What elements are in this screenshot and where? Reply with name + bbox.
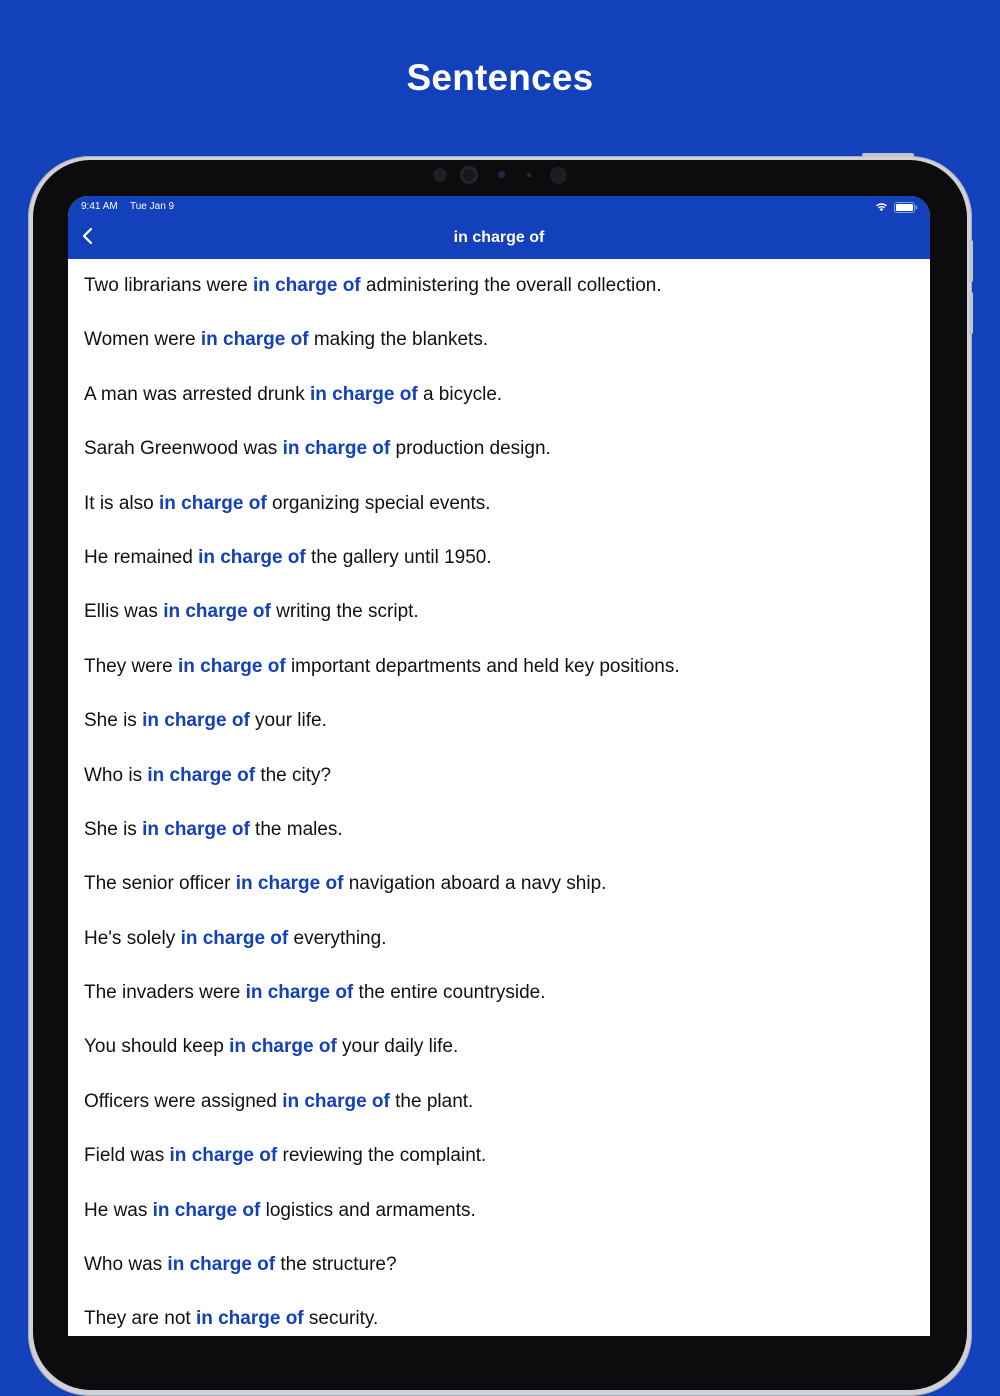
sensor-icon: [527, 173, 531, 177]
sentence-row[interactable]: [68, 1238, 930, 1292]
sentence-text: your life.: [249, 710, 327, 732]
sentence-text: logistics and armaments.: [260, 1199, 476, 1221]
sentence-text: making the blankets.: [308, 329, 489, 351]
status-indicators: [875, 201, 918, 213]
sentence-list: [68, 259, 930, 1336]
sentence-text: reviewing the complaint.: [277, 1145, 487, 1167]
highlighted-phrase: in charge of: [282, 438, 391, 460]
highlighted-phrase: in charge of: [169, 1145, 278, 1167]
sentence-row[interactable]: [68, 422, 930, 476]
sentence-text: important departments and held key positions.: [285, 655, 680, 677]
sentence-text: He's solely: [84, 927, 181, 949]
sentence-text: Who is: [84, 764, 148, 786]
sentence-row[interactable]: [68, 857, 930, 911]
battery-icon: [894, 202, 918, 213]
app-screen: [68, 196, 930, 1336]
highlighted-phrase: in charge of: [142, 710, 250, 732]
navigation-bar: [68, 196, 930, 259]
highlighted-phrase: in charge of: [177, 655, 286, 677]
sentence-text: navigation aboard a navy ship.: [343, 873, 607, 895]
sentence-row[interactable]: [68, 368, 930, 422]
sentence-row[interactable]: [68, 585, 930, 639]
volume-up-button: [969, 240, 973, 282]
sentence-row[interactable]: [68, 1292, 930, 1336]
sentence-text: the gallery until 1950.: [305, 546, 492, 568]
sentence-row[interactable]: [68, 640, 930, 694]
sensor-icon: [550, 167, 567, 184]
volume-down-button: [969, 292, 973, 334]
sentence-text: the males.: [249, 818, 343, 840]
sentence-text: The invaders were: [84, 982, 246, 1004]
sentence-text: Two librarians were: [84, 275, 253, 296]
sentence-text: everything.: [288, 927, 387, 949]
sentence-row[interactable]: [68, 749, 930, 803]
sentence-text: writing the script.: [270, 601, 419, 623]
sentence-text: organizing special events.: [266, 492, 491, 514]
sentence-text: They were: [84, 655, 178, 677]
promo-title: Sentences: [406, 57, 594, 98]
sentence-row[interactable]: [68, 1075, 930, 1129]
highlighted-phrase: in charge of: [163, 601, 271, 623]
sentence-row[interactable]: [68, 531, 930, 585]
sentence-row[interactable]: [68, 1020, 930, 1074]
sentence-row[interactable]: [68, 259, 930, 313]
sentence-text: Who was: [84, 1254, 168, 1276]
highlighted-phrase: in charge of: [245, 982, 354, 1004]
highlighted-phrase: in charge of: [229, 1036, 337, 1058]
sentence-row[interactable]: [68, 966, 930, 1020]
sentence-text: administering the overall collection.: [360, 275, 662, 296]
highlighted-phrase: in charge of: [310, 383, 418, 405]
sentence-text: You should keep: [84, 1036, 230, 1058]
highlighted-phrase: in charge of: [147, 764, 256, 786]
sentence-text: security.: [303, 1308, 379, 1330]
highlighted-phrase: in charge of: [282, 1090, 390, 1112]
sentence-row[interactable]: [68, 694, 930, 748]
sentence-text: Officers were assigned: [84, 1090, 283, 1112]
wifi-icon: [875, 202, 888, 212]
highlighted-phrase: in charge of: [195, 1308, 304, 1330]
sentence-text: production design.: [390, 438, 551, 460]
highlighted-phrase: in charge of: [198, 546, 306, 568]
status-time: 9:41 AM: [81, 201, 118, 212]
sentence-text: the city?: [255, 764, 332, 786]
sentence-row[interactable]: [68, 912, 930, 966]
sentence-text: She is: [84, 818, 143, 840]
page-title: in charge of: [453, 229, 545, 246]
highlighted-phrase: in charge of: [167, 1254, 276, 1276]
sensor-icon: [433, 168, 447, 182]
sentence-text: Women were: [84, 329, 201, 351]
highlighted-phrase: in charge of: [180, 927, 289, 949]
highlighted-phrase: in charge of: [252, 275, 361, 296]
highlighted-phrase: in charge of: [158, 492, 267, 514]
highlighted-phrase: in charge of: [235, 873, 344, 895]
sentence-text: your daily life.: [336, 1036, 459, 1058]
sentence-text: They are not: [84, 1308, 196, 1330]
highlighted-phrase: in charge of: [200, 329, 309, 351]
sentence-row[interactable]: [68, 1129, 930, 1183]
sensor-icon: [498, 171, 505, 178]
sentence-text: Ellis was: [84, 601, 164, 623]
sentence-text: A man was arrested drunk: [84, 383, 310, 405]
sentence-text: Field was: [84, 1145, 170, 1167]
sentence-text: the plant.: [389, 1090, 474, 1112]
sentence-text: the structure?: [275, 1254, 397, 1276]
highlighted-phrase: in charge of: [142, 818, 250, 840]
sentence-row[interactable]: [68, 1184, 930, 1238]
camera-icon: [460, 166, 478, 184]
sentence-text: She is: [84, 710, 143, 732]
sentence-text: It is also: [84, 492, 159, 514]
sentence-row[interactable]: [68, 803, 930, 857]
sentence-text: He remained: [84, 546, 199, 568]
sentence-text: The senior officer: [84, 873, 236, 895]
status-date: Tue Jan 9: [130, 201, 175, 212]
sentence-row[interactable]: [68, 477, 930, 531]
highlighted-phrase: in charge of: [152, 1199, 261, 1221]
sentence-text: He was: [84, 1199, 153, 1221]
sentence-row[interactable]: [68, 313, 930, 367]
sentence-text: Sarah Greenwood was: [84, 438, 283, 460]
sentence-text: the entire countryside.: [353, 982, 546, 1004]
sentence-text: a bicycle.: [417, 383, 503, 405]
top-button: [862, 153, 914, 157]
